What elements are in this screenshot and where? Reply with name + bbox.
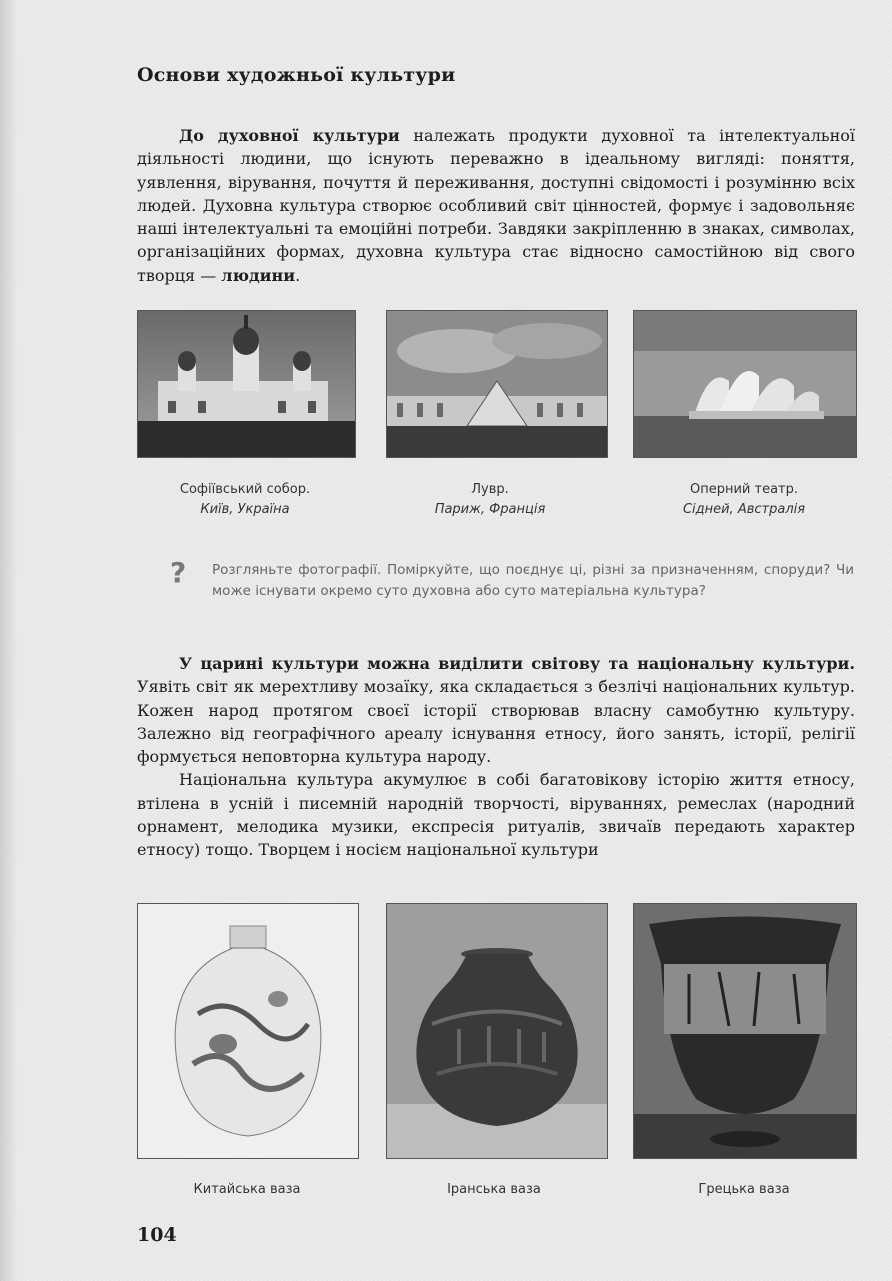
term-world-national-culture: світову та національну культури. — [531, 654, 855, 673]
opera-house-photo — [633, 310, 857, 458]
page-edge-shadow — [0, 0, 18, 1281]
paragraph-lead: У царині культури можна виділити — [179, 654, 532, 673]
paragraph-national-culture — [137, 652, 855, 862]
page-number: 104 — [137, 1224, 177, 1246]
caption-place: Сідней, Австралія — [682, 502, 806, 517]
caption-chinese-vase — [137, 1180, 357, 1200]
cathedral-photo — [137, 310, 356, 458]
caption-iranian-vase — [384, 1180, 604, 1200]
caption-title: Софіївський собор. — [179, 482, 311, 497]
caption-place: Київ, Україна — [200, 502, 290, 517]
paragraph-text: належать продукти духовної та інтелектуальної діяльності людини, що існують переважно в ідеальному вигляді: поняття, уявлення, вірування, почуття й переживання, доступні свідомості і розумінню всіх людей. Духовна культура створює особливий світ цінностей, формує і задовольняє наші інтелектуальні та емоційні потреби. Завдяки закріпленню в знаках, символах, організаційних формах, духовна культура стає відносно самостійною від свого творця — — [137, 126, 855, 285]
question-mark-icon: ? — [170, 556, 187, 589]
caption-title: Китайська ваза — [193, 1182, 301, 1197]
caption-title: Оперний театр. — [689, 482, 798, 497]
caption-greek-vase — [634, 1180, 854, 1200]
louvre-photo — [386, 310, 608, 458]
running-header: Основи художньої культури — [137, 64, 456, 86]
caption-title: Лувр. — [471, 482, 509, 497]
caption-place: Париж, Франція — [434, 502, 546, 517]
question-text: Розгляньте фотографії. Поміркуйте, що поєднує ці, різні за призначенням, споруди? Чи може існувати окремо суто духовна або суто матеріальна культура? — [212, 562, 854, 599]
paragraph-text: Уявіть світ як мерехтливу мозаїку, яка складається з безлічі національних культур. Кожен народ протягом своєї історії створював власну самобутню культуру. Залежно від географічного ареалу існування етносу, його занять, історії, релігії формується неповторна культура народу. — [137, 677, 855, 767]
caption-title: Іранська ваза — [447, 1182, 541, 1197]
term-spiritual-culture: До духовної культури — [179, 126, 400, 145]
iranian-vase-photo — [386, 903, 608, 1159]
paragraph-national-text: Національна культура акумулює в собі багатовікову історію життя етносу, втілена в усній і писемній народній творчості, віруваннях, ремеслах (народний орнамент, мелодика музики, експресія ритуалів, звичаїв передають характер етносу) тощо. Творцем і носієм національної культури — [137, 770, 855, 860]
paragraph-end: . — [295, 265, 301, 285]
paragraph-spiritual-culture — [137, 124, 855, 287]
caption-louvre — [380, 480, 600, 520]
caption-title: Грецька ваза — [698, 1182, 790, 1197]
chinese-vase-photo — [137, 903, 359, 1159]
term-human: людини — [221, 265, 296, 285]
caption-cathedral — [135, 480, 355, 520]
greek-vase-photo — [633, 903, 857, 1159]
caption-opera — [634, 480, 854, 520]
